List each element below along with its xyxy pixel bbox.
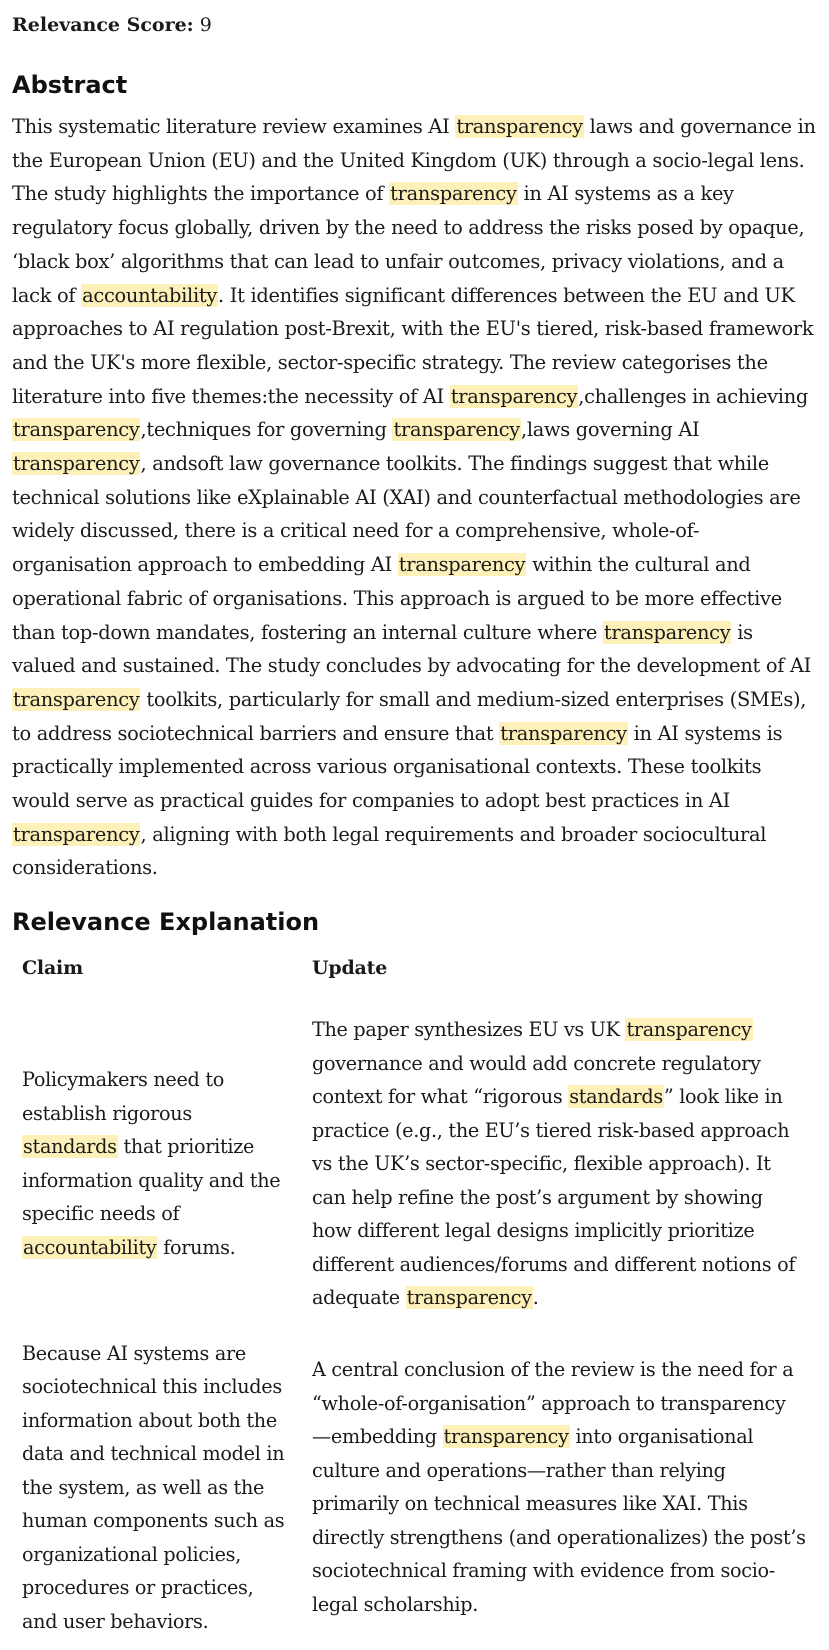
claim-cell <box>12 1327 302 1650</box>
text-segment: in AI systems as a key regulatory focus globally, driven by the need to address the risks posed by opaque, ‘black box’ algorithms that can lead to unfair outcomes, privacy violations, and a lack of <box>12 182 805 307</box>
table-header-row <box>12 945 817 1003</box>
highlighted-term: transparency <box>398 553 526 577</box>
highlighted-term: transparency <box>626 1018 752 1042</box>
abstract-heading: Abstract <box>12 71 128 99</box>
text-segment: governance and would add concrete regulatory context for what “rigorous <box>312 1051 761 1109</box>
highlighted-term: accountability <box>23 1235 157 1259</box>
highlighted-term: transparency <box>13 687 140 711</box>
highlighted-term: transparency <box>603 620 731 644</box>
highlighted-term: transparency <box>406 1286 532 1310</box>
text-segment: ” look like in practice (e.g., the EU’s tiered risk-based approach vs the UK’s sector-specific, flexible approach). It can help refine the post’s argument by showing how different legal designs implicitly prioritize different audiences/forums and different notions of adequate <box>312 1085 796 1310</box>
text-segment: , aligning with both legal requirements and broader sociocultural considerations. <box>12 822 767 880</box>
highlighted-term: standards <box>569 1085 663 1109</box>
highlighted-term: accountability <box>82 283 218 307</box>
update-cell <box>302 1003 817 1327</box>
relevance-score-label: Relevance Score: <box>12 14 194 36</box>
column-header-update: Update <box>312 957 388 980</box>
text-segment: ,techniques for governing <box>140 418 393 442</box>
text-segment: in AI systems is practically implemented across various organisational contexts. These toolkits would serve as practical guides for companies to adopt best practices in AI <box>12 721 783 813</box>
text-segment: Because AI systems are sociotechnical this includes information about both the data and technical model in the system, as well as the human components such as organizational policies, procedures or practices, and user behaviors. <box>22 1341 285 1633</box>
highlighted-term: transparency <box>500 721 627 745</box>
update-cell <box>302 1327 817 1650</box>
text-segment: The paper synthesizes EU vs UK <box>312 1018 626 1042</box>
highlighted-term: transparency <box>390 182 517 206</box>
text-segment: within the cultural and operational fabric of organisations. This approach is argued to be more effective than top-down mandates, fostering an internal culture where <box>12 553 782 644</box>
text-segment: forums. <box>157 1235 236 1259</box>
highlighted-term: standards <box>23 1135 117 1159</box>
text-segment: . <box>532 1286 539 1310</box>
highlighted-term: transparency <box>450 384 578 408</box>
highlighted-term: transparency <box>13 452 140 476</box>
text-segment: This systematic literature review examines AI <box>12 115 456 138</box>
highlighted-term: transparency <box>456 115 583 138</box>
relevance-score <box>12 10 817 40</box>
abstract-text <box>12 110 817 885</box>
text-segment: laws and governance in the European Union (EU) and the United Kingdom (UK) through a socio-legal lens. The study highlights the importance of <box>12 115 816 206</box>
table-row <box>12 1003 817 1327</box>
text-segment: that prioritize information quality and the specific needs of <box>22 1135 281 1226</box>
text-segment: toolkits, particularly for small and medium-sized enterprises (SMEs), to address sociotechnical barriers and ensure that <box>12 687 807 745</box>
text-segment: Policymakers need to establish rigorous <box>22 1068 224 1125</box>
column-header-claim: Claim <box>22 957 83 980</box>
claim-cell <box>12 1003 302 1327</box>
highlighted-term: transparency <box>393 418 520 442</box>
relevance-explanation-heading: Relevance Explanation <box>12 908 320 937</box>
text-segment: into organisational culture and operations—rather than relying primarily on technical measures like XAI. This directly strengthens (and operationalizes) the post’s sociotechnical framing with evidence from socio-legal scholarship. <box>312 1425 806 1616</box>
relevance-table <box>12 945 817 1650</box>
table-row <box>12 1327 817 1650</box>
text-segment: is valued and sustained. The study concludes by advocating for the development of AI <box>12 620 812 678</box>
text-segment: ,laws governing AI <box>520 418 700 442</box>
text-segment: A central conclusion of the review is the need for a “whole-of-organisation” approach to transparency —embedding <box>312 1358 794 1449</box>
highlighted-term: transparency <box>13 822 140 846</box>
text-segment: , andsoft law governance toolkits. The findings suggest that while technical solutions like eXplainable AI (XAI) and counterfactual methodologies are widely discussed, there is a critical need for a comprehensive, whole-of-organisation approach to embedding AI <box>12 452 801 577</box>
text-segment: . It identifies significant differences between the EU and UK approaches to AI regulation post-Brexit, with the EU's tiered, risk-based framework and the UK's more flexible, sector-specific strategy. The review categorises the literature into five themes:the necessity of AI <box>12 283 814 408</box>
highlighted-term: transparency <box>443 1425 569 1449</box>
text-segment: ,challenges in achieving <box>578 384 808 408</box>
highlighted-term: transparency <box>13 418 140 442</box>
relevance-score-value: 9 <box>199 14 212 36</box>
